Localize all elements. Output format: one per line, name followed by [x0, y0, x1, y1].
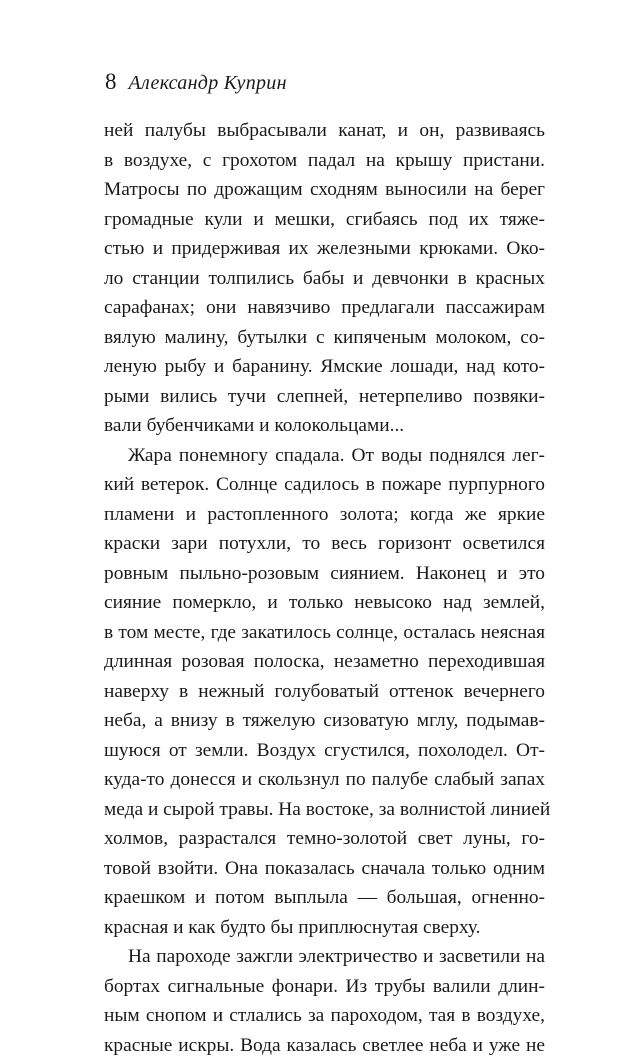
text-line: сияние померкло, и только невысоко над землей, [104, 588, 545, 618]
text-line: длинная розовая полоска, незаметно переходившая [104, 647, 545, 677]
book-author: Александр Куприн [129, 73, 287, 93]
paragraph [104, 116, 545, 441]
text-line: вали бубенчиками и колокольцами... [104, 411, 545, 441]
text-line: пламени и растопленного золота; когда же яркие [104, 500, 545, 530]
page-number: 8 [105, 70, 117, 93]
text-line: леную рыбу и баранину. Ямские лошади, над кото- [104, 352, 545, 382]
text-line: сарафанах; они навязчиво предлагали пассажирам [104, 293, 545, 323]
text-line: громадные кули и мешки, сгибаясь под их тяже- [104, 205, 545, 235]
text-line: ло станции толпились бабы и девчонки в красных [104, 264, 545, 294]
text-line: в воздухе, с грохотом падал на крышу пристани. [104, 146, 545, 176]
text-line: кий ветерок. Солнце садилось в пожаре пурпурного [104, 470, 545, 500]
text-line: куда-то донесся и скользнул по палубе слабый запах [104, 765, 545, 795]
page-body [104, 116, 545, 1060]
text-line: вялую малину, бутылки с кипяченым молоком, со- [104, 323, 545, 353]
text-line: рыми вились тучи слепней, нетерпеливо позвяки- [104, 382, 545, 412]
text-line: краешком и потом выплыла — большая, огненно- [104, 883, 545, 913]
running-head [105, 70, 287, 93]
text-line: Жара понемногу спадала. От воды поднялся лег- [104, 441, 545, 471]
text-line: Матросы по дрожащим сходням выносили на берег [104, 175, 545, 205]
text-line: шуюся от земли. Воздух сгустился, похолодел. От- [104, 736, 545, 766]
text-line: в том месте, где закатилось солнце, осталась неясная [104, 618, 545, 648]
text-line: холмов, разрастался темно-золотой свет луны, го- [104, 824, 545, 854]
text-line: ровным пыльно-розовым сиянием. Наконец и это [104, 559, 545, 589]
text-line: наверху в нежный голубоватый оттенок вечернего [104, 677, 545, 707]
text-line: ней палубы выбрасывали канат, и он, развиваясь [104, 116, 545, 146]
text-line: красная и как будто бы приплюснутая сверху. [104, 913, 545, 943]
text-line: краски зари потухли, то весь горизонт осветился [104, 529, 545, 559]
text-line: На пароходе зажгли электричество и засветили на [104, 942, 545, 972]
text-line: меда и сырой травы. На востоке, за волнистой линией [104, 795, 545, 825]
text-line: красные искры. Вода казалась светлее неба и уже не [104, 1031, 545, 1060]
paragraph [104, 942, 545, 1060]
text-line: товой взойти. Она показалась сначала только одним [104, 854, 545, 884]
text-line: бортах сигнальные фонари. Из трубы валили длин- [104, 972, 545, 1002]
text-line: стью и придерживая их железными крюками. Око- [104, 234, 545, 264]
paragraph [104, 441, 545, 943]
text-line: неба, а внизу в тяжелую сизоватую мглу, подымав- [104, 706, 545, 736]
text-line: ным снопом и стлались за пароходом, тая в воздухе, [104, 1001, 545, 1031]
